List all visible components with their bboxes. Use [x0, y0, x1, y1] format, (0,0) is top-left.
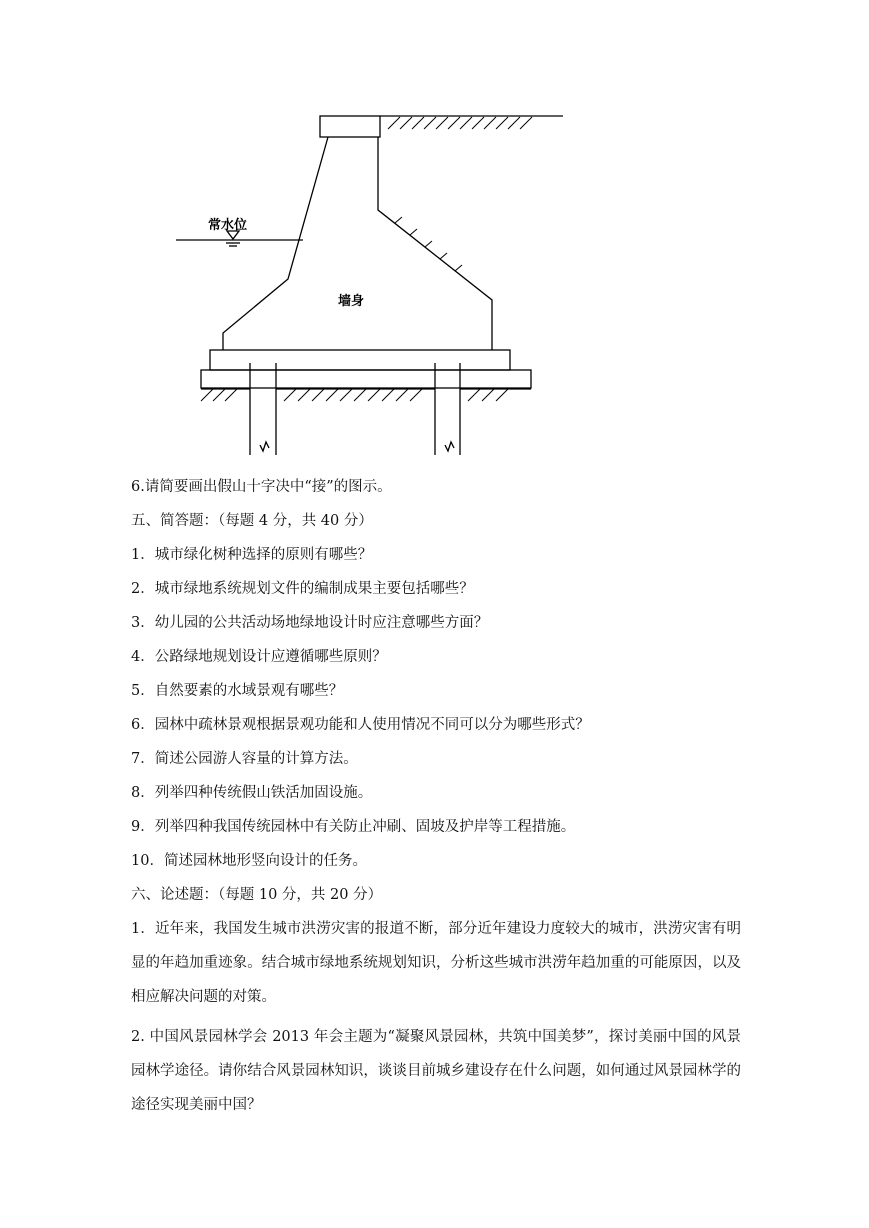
pile-left	[250, 363, 276, 455]
soil-hatching-top	[388, 117, 532, 129]
section-5-item: 4．公路绿地规划设计应遵循哪些原则？	[131, 649, 387, 665]
section-5-item: 3．幼儿园的公共活动场地绿地设计时应注意哪些方面？	[131, 615, 489, 631]
essay-question-2: 2. 中国风景园林学会 2013 年会主题为“凝聚风景园林，共筑中国美梦”，探讨美丽中国的风景园林学途径。请你结合风景园林知识，谈谈目前城乡建设存在什么问题，如何通过风景园林学的途径实现美丽中国？	[131, 1029, 741, 1113]
soil-hatching-slope	[395, 217, 462, 271]
wall-body	[223, 137, 492, 350]
section-5-item: 7．简述公园游人容量的计算方法。	[131, 751, 358, 767]
section-6-heading: 六、论述题：（每题 10 分，共 20 分）	[131, 887, 383, 903]
section-5-item: 8．列举四种传统假山铁活加固设施。	[131, 785, 373, 801]
section-5-item: 6．园林中疏林景观根据景观功能和人使用情况不同可以分为哪些形式？	[131, 717, 590, 733]
section-5-item: 2．城市绿地系统规划文件的编制成果主要包括哪些？	[131, 581, 474, 597]
base-slab	[210, 350, 510, 370]
section-5-item: 5．自然要素的水域景观有哪些？	[131, 683, 344, 699]
section-5-item: 9．列举四种我国传统园林中有关防止冲刷、固坡及护岸等工程措施。	[131, 819, 576, 835]
soil-hatching-bottom	[201, 389, 508, 401]
question-6: 6.请简要画出假山十字决中“接”的图示。	[131, 479, 392, 495]
section-5-item: 1．城市绿化树种选择的原则有哪些？	[131, 547, 373, 563]
retaining-wall-diagram	[170, 105, 570, 460]
wall-cap	[320, 116, 380, 137]
section-5-heading: 五、简答题：（每题 4 分，共 40 分）	[131, 513, 373, 529]
pile-right	[435, 363, 460, 455]
water-level-label: 常水位	[208, 218, 248, 233]
essay-question-1: 1．近年来，我国发生城市洪涝灾害的报道不断，部分近年建设力度较大的城市，洪涝灾害有明显的年趋加重迹象。结合城市绿地系统规划知识，分析这些城市洪涝年趋加重的可能原因，以及相应解决问题的对策。	[131, 921, 741, 1005]
wall-body-label: 墙身	[338, 294, 365, 309]
section-5-item: 10．简述园林地形竖向设计的任务。	[131, 853, 367, 869]
